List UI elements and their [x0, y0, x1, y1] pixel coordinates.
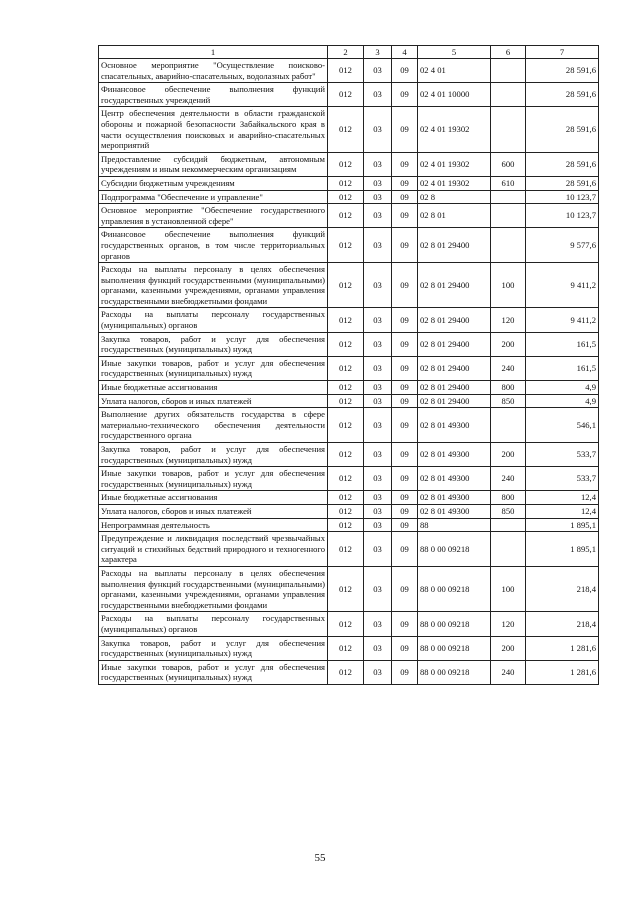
target-article-cell: 88 0 00 09218: [418, 636, 491, 660]
subsection-code-cell: 09: [392, 518, 418, 532]
expense-type-cell: 850: [491, 504, 526, 518]
section-code-cell: 03: [364, 408, 392, 443]
grbs-code-cell: 012: [328, 443, 364, 467]
amount-cell: 161,5: [526, 356, 599, 380]
grbs-code-cell: 012: [328, 308, 364, 332]
expense-type-cell: 100: [491, 566, 526, 611]
section-code-cell: 03: [364, 190, 392, 204]
subsection-code-cell: 09: [392, 332, 418, 356]
table-row: [99, 381, 599, 395]
header-cell: 2: [328, 46, 364, 59]
row-name-cell: Основное мероприятие "Осуществление поисково-спасательных, аварийно-спасательных, водолазных работ": [99, 59, 328, 83]
amount-cell: 1 281,6: [526, 660, 599, 684]
amount-cell: 1 895,1: [526, 532, 599, 567]
expense-type-cell: 100: [491, 263, 526, 308]
expense-type-cell: 800: [491, 381, 526, 395]
row-name-cell: Уплата налогов, сборов и иных платежей: [99, 504, 328, 518]
subsection-code-cell: 09: [392, 308, 418, 332]
target-article-cell: 02 8 01 29400: [418, 263, 491, 308]
table-row: [99, 107, 599, 152]
expense-type-cell: [491, 190, 526, 204]
table-row: [99, 59, 599, 83]
row-name-cell: Выполнение других обязательств государства в сфере материально-технического обеспечения деятельности государственного органа: [99, 408, 328, 443]
grbs-code-cell: 012: [328, 263, 364, 308]
target-article-cell: 02 4 01 19302: [418, 176, 491, 190]
section-code-cell: 03: [364, 636, 392, 660]
page-number: 55: [314, 852, 326, 864]
expense-type-cell: [491, 204, 526, 228]
header-cell: 1: [99, 46, 328, 59]
amount-cell: 546,1: [526, 408, 599, 443]
target-article-cell: 02 8 01 49300: [418, 504, 491, 518]
target-article-cell: 88: [418, 518, 491, 532]
target-article-cell: 88 0 00 09218: [418, 660, 491, 684]
header-cell: 7: [526, 46, 599, 59]
amount-cell: 28 591,6: [526, 59, 599, 83]
row-name-cell: Закупка товаров, работ и услуг для обеспечения государственных (муниципальных) нужд: [99, 332, 328, 356]
section-code-cell: 03: [364, 467, 392, 491]
grbs-code-cell: 012: [328, 518, 364, 532]
expense-type-cell: [491, 228, 526, 263]
section-code-cell: 03: [364, 204, 392, 228]
grbs-code-cell: 012: [328, 107, 364, 152]
row-name-cell: Расходы на выплаты персоналу государственных (муниципальных) органов: [99, 612, 328, 636]
target-article-cell: 02 8 01: [418, 204, 491, 228]
subsection-code-cell: 09: [392, 59, 418, 83]
grbs-code-cell: 012: [328, 381, 364, 395]
expense-type-cell: 200: [491, 636, 526, 660]
amount-cell: 218,4: [526, 566, 599, 611]
table-row: [99, 636, 599, 660]
target-article-cell: 88 0 00 09218: [418, 612, 491, 636]
subsection-code-cell: 09: [392, 204, 418, 228]
grbs-code-cell: 012: [328, 332, 364, 356]
target-article-cell: 02 8 01 29400: [418, 228, 491, 263]
grbs-code-cell: 012: [328, 491, 364, 505]
target-article-cell: 88 0 00 09218: [418, 566, 491, 611]
row-name-cell: Подпрограмма "Обеспечение и управление": [99, 190, 328, 204]
header-cell: 3: [364, 46, 392, 59]
target-article-cell: 02 8 01 29400: [418, 356, 491, 380]
expense-type-cell: [491, 408, 526, 443]
amount-cell: 28 591,6: [526, 176, 599, 190]
expense-type-cell: [491, 532, 526, 567]
row-name-cell: Непрограммная деятельность: [99, 518, 328, 532]
row-name-cell: Закупка товаров, работ и услуг для обеспечения государственных (муниципальных) нужд: [99, 636, 328, 660]
row-name-cell: Финансовое обеспечение выполнения функций государственных органов, в том числе территориальных органов: [99, 228, 328, 263]
table-row: [99, 190, 599, 204]
target-article-cell: 02 4 01 19302: [418, 107, 491, 152]
grbs-code-cell: 012: [328, 228, 364, 263]
row-name-cell: Расходы на выплаты персоналу в целях обеспечения выполнения функций государственными (муниципальными) органами, казенными учреждениями, органами управления государственными внебюджетными фондами: [99, 566, 328, 611]
subsection-code-cell: 09: [392, 504, 418, 518]
section-code-cell: 03: [364, 491, 392, 505]
header-cell: 4: [392, 46, 418, 59]
subsection-code-cell: 09: [392, 467, 418, 491]
row-name-cell: Расходы на выплаты персоналу в целях обеспечения выполнения функций государственными (муниципальными) органами, казенными учреждениями, органами управления государственными внебюджетными фондами: [99, 263, 328, 308]
target-article-cell: 02 8 01 49300: [418, 491, 491, 505]
section-code-cell: 03: [364, 308, 392, 332]
table-row: [99, 176, 599, 190]
expense-type-cell: 200: [491, 332, 526, 356]
row-name-cell: Центр обеспечения деятельности в области гражданской обороны и пожарной безопасности Забайкальского края в части осуществления поисковых и аварийно-спасательных мероприятий: [99, 107, 328, 152]
grbs-code-cell: 012: [328, 190, 364, 204]
section-code-cell: 03: [364, 660, 392, 684]
subsection-code-cell: 09: [392, 152, 418, 176]
target-article-cell: 02 4 01: [418, 59, 491, 83]
amount-cell: 10 123,7: [526, 190, 599, 204]
target-article-cell: 02 8 01 49300: [418, 408, 491, 443]
header-cell: 6: [491, 46, 526, 59]
target-article-cell: 02 8 01 29400: [418, 381, 491, 395]
amount-cell: 1 895,1: [526, 518, 599, 532]
grbs-code-cell: 012: [328, 504, 364, 518]
subsection-code-cell: 09: [392, 566, 418, 611]
target-article-cell: 02 8 01 29400: [418, 394, 491, 408]
section-code-cell: 03: [364, 228, 392, 263]
table-row: [99, 152, 599, 176]
row-name-cell: Основное мероприятие "Обеспечение государственного управления в установленной сфере": [99, 204, 328, 228]
row-name-cell: Иные бюджетные ассигнования: [99, 381, 328, 395]
row-name-cell: Иные закупки товаров, работ и услуг для обеспечения государственных (муниципальных) нужд: [99, 467, 328, 491]
target-article-cell: 02 4 01 10000: [418, 83, 491, 107]
subsection-code-cell: 09: [392, 443, 418, 467]
table-row: [99, 308, 599, 332]
expense-type-cell: [491, 107, 526, 152]
grbs-code-cell: 012: [328, 467, 364, 491]
target-article-cell: 02 4 01 19302: [418, 152, 491, 176]
table-row: [99, 443, 599, 467]
table-row: [99, 408, 599, 443]
budget-table: [98, 45, 599, 685]
table-row: [99, 228, 599, 263]
row-name-cell: Финансовое обеспечение выполнения функций государственных учреждений: [99, 83, 328, 107]
amount-cell: 12,4: [526, 491, 599, 505]
amount-cell: 1 281,6: [526, 636, 599, 660]
expense-type-cell: 600: [491, 152, 526, 176]
target-article-cell: 02 8 01 29400: [418, 332, 491, 356]
header-cell: 5: [418, 46, 491, 59]
table-row: [99, 356, 599, 380]
section-code-cell: 03: [364, 152, 392, 176]
section-code-cell: 03: [364, 504, 392, 518]
amount-cell: 218,4: [526, 612, 599, 636]
amount-cell: 28 591,6: [526, 107, 599, 152]
expense-type-cell: 850: [491, 394, 526, 408]
subsection-code-cell: 09: [392, 263, 418, 308]
table-row: [99, 566, 599, 611]
amount-cell: 533,7: [526, 443, 599, 467]
amount-cell: 12,4: [526, 504, 599, 518]
table-row: [99, 532, 599, 567]
amount-cell: 4,9: [526, 394, 599, 408]
subsection-code-cell: 09: [392, 491, 418, 505]
grbs-code-cell: 012: [328, 356, 364, 380]
expense-type-cell: 240: [491, 467, 526, 491]
section-code-cell: 03: [364, 394, 392, 408]
section-code-cell: 03: [364, 263, 392, 308]
section-code-cell: 03: [364, 443, 392, 467]
expense-type-cell: 240: [491, 356, 526, 380]
grbs-code-cell: 012: [328, 612, 364, 636]
subsection-code-cell: 09: [392, 356, 418, 380]
target-article-cell: 02 8: [418, 190, 491, 204]
row-name-cell: Расходы на выплаты персоналу государственных (муниципальных) органов: [99, 308, 328, 332]
table-row: [99, 504, 599, 518]
target-article-cell: 88 0 00 09218: [418, 532, 491, 567]
grbs-code-cell: 012: [328, 636, 364, 660]
amount-cell: 4,9: [526, 381, 599, 395]
table-row: [99, 83, 599, 107]
amount-cell: 9 411,2: [526, 263, 599, 308]
grbs-code-cell: 012: [328, 660, 364, 684]
subsection-code-cell: 09: [392, 408, 418, 443]
amount-cell: 28 591,6: [526, 83, 599, 107]
row-name-cell: Иные закупки товаров, работ и услуг для обеспечения государственных (муниципальных) нужд: [99, 356, 328, 380]
grbs-code-cell: 012: [328, 394, 364, 408]
grbs-code-cell: 012: [328, 566, 364, 611]
section-code-cell: 03: [364, 356, 392, 380]
row-name-cell: Предоставление субсидий бюджетным, автономным учреждениям и иным некоммерческим организациям: [99, 152, 328, 176]
amount-cell: 9 411,2: [526, 308, 599, 332]
amount-cell: 533,7: [526, 467, 599, 491]
section-code-cell: 03: [364, 332, 392, 356]
subsection-code-cell: 09: [392, 381, 418, 395]
subsection-code-cell: 09: [392, 190, 418, 204]
subsection-code-cell: 09: [392, 176, 418, 190]
grbs-code-cell: 012: [328, 176, 364, 190]
section-code-cell: 03: [364, 176, 392, 190]
grbs-code-cell: 012: [328, 532, 364, 567]
section-code-cell: 03: [364, 107, 392, 152]
grbs-code-cell: 012: [328, 408, 364, 443]
section-code-cell: 03: [364, 83, 392, 107]
section-code-cell: 03: [364, 381, 392, 395]
table-row: [99, 332, 599, 356]
table-row: [99, 204, 599, 228]
expense-type-cell: 120: [491, 612, 526, 636]
section-code-cell: 03: [364, 612, 392, 636]
row-name-cell: Предупреждение и ликвидация последствий чрезвычайных ситуаций и стихийных бедствий природного и техногенного характера: [99, 532, 328, 567]
amount-cell: 28 591,6: [526, 152, 599, 176]
table-row: [99, 660, 599, 684]
table-header-row: [99, 46, 599, 59]
row-name-cell: Иные бюджетные ассигнования: [99, 491, 328, 505]
table-row: [99, 518, 599, 532]
subsection-code-cell: 09: [392, 636, 418, 660]
amount-cell: 161,5: [526, 332, 599, 356]
expense-type-cell: 240: [491, 660, 526, 684]
amount-cell: 10 123,7: [526, 204, 599, 228]
expense-type-cell: [491, 59, 526, 83]
expense-type-cell: 800: [491, 491, 526, 505]
row-name-cell: Закупка товаров, работ и услуг для обеспечения государственных (муниципальных) нужд: [99, 443, 328, 467]
subsection-code-cell: 09: [392, 83, 418, 107]
section-code-cell: 03: [364, 59, 392, 83]
section-code-cell: 03: [364, 566, 392, 611]
row-name-cell: Уплата налогов, сборов и иных платежей: [99, 394, 328, 408]
row-name-cell: Иные закупки товаров, работ и услуг для обеспечения государственных (муниципальных) нужд: [99, 660, 328, 684]
table-row: [99, 491, 599, 505]
target-article-cell: 02 8 01 49300: [418, 467, 491, 491]
subsection-code-cell: 09: [392, 660, 418, 684]
grbs-code-cell: 012: [328, 83, 364, 107]
expense-type-cell: 200: [491, 443, 526, 467]
grbs-code-cell: 012: [328, 59, 364, 83]
subsection-code-cell: 09: [392, 612, 418, 636]
row-name-cell: Субсидии бюджетным учреждениям: [99, 176, 328, 190]
amount-cell: 9 577,6: [526, 228, 599, 263]
subsection-code-cell: 09: [392, 532, 418, 567]
expense-type-cell: 610: [491, 176, 526, 190]
subsection-code-cell: 09: [392, 394, 418, 408]
expense-type-cell: [491, 83, 526, 107]
target-article-cell: 02 8 01 29400: [418, 308, 491, 332]
section-code-cell: 03: [364, 532, 392, 567]
table-row: [99, 467, 599, 491]
table-row: [99, 263, 599, 308]
subsection-code-cell: 09: [392, 107, 418, 152]
expense-type-cell: [491, 518, 526, 532]
subsection-code-cell: 09: [392, 228, 418, 263]
table-row: [99, 612, 599, 636]
table-row: [99, 394, 599, 408]
grbs-code-cell: 012: [328, 152, 364, 176]
target-article-cell: 02 8 01 49300: [418, 443, 491, 467]
expense-type-cell: 120: [491, 308, 526, 332]
section-code-cell: 03: [364, 518, 392, 532]
grbs-code-cell: 012: [328, 204, 364, 228]
